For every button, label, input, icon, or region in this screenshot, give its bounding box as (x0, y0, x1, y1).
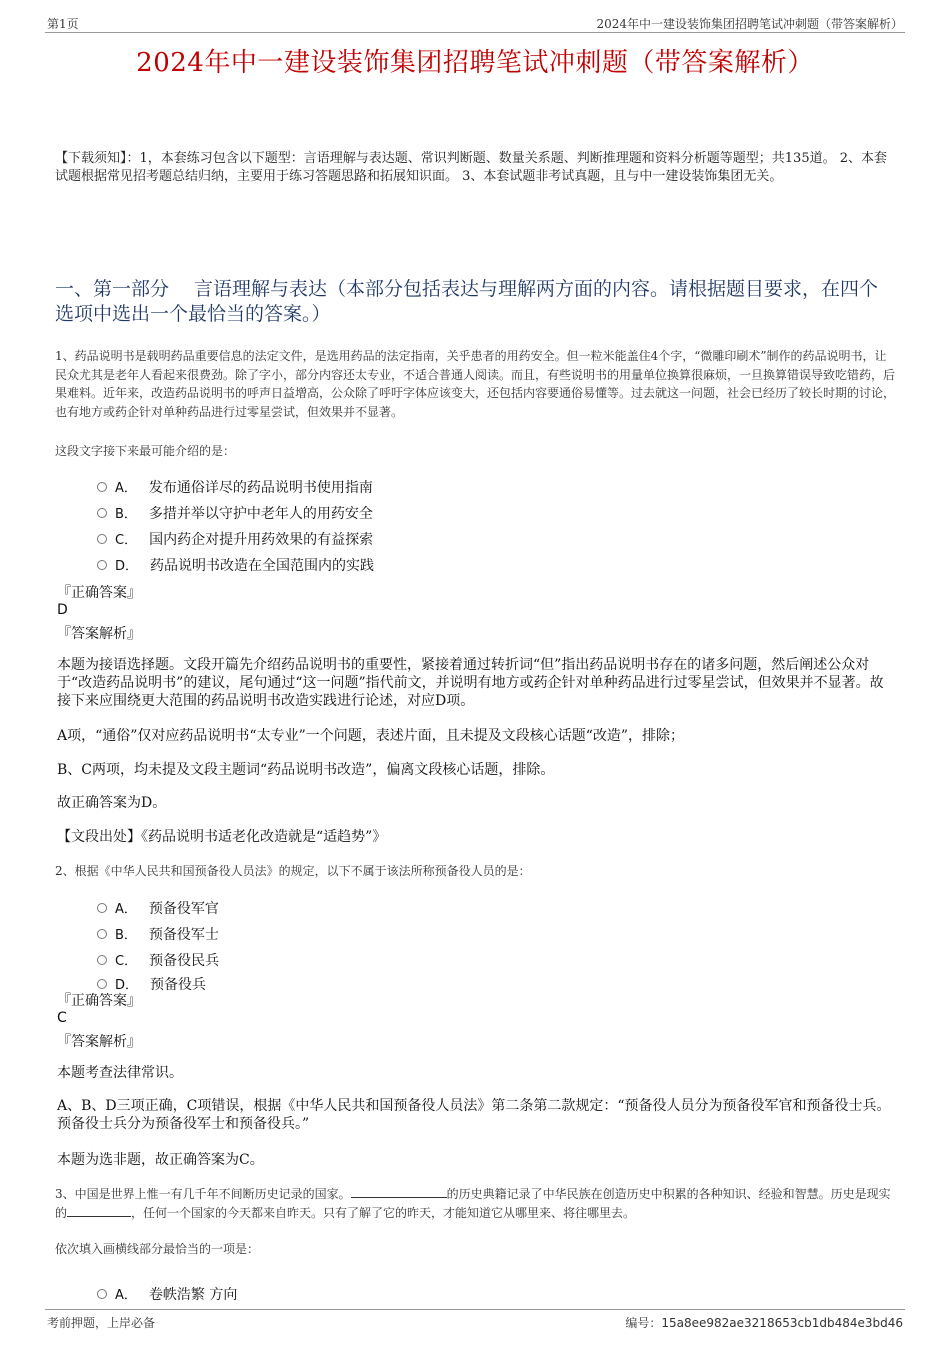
question-1-analysis-4: 故正确答案为D。 (57, 795, 167, 811)
question-2-option-a[interactable]: A． 预备役军官 (97, 898, 219, 918)
radio-icon[interactable] (97, 482, 107, 492)
radio-icon[interactable] (97, 929, 107, 939)
section-title: 一、第一部分 言语理解与表达（本部分包括表达与理解两方面的内容。请根据题目要求，在四个选项中选出一个最恰当的答案。） (55, 278, 879, 325)
question-2-answer: C (57, 1010, 67, 1026)
question-2-option-c[interactable]: C． 预备役民兵 (97, 950, 219, 970)
question-2-analysis-2: A、B、D三项正确，C项错误，根据《中华人民共和国预备役人员法》第二条第二款规定：“预备役人员分为预备役军官和预备役士兵。预备役士兵分为预备役军士和预备役兵。” (57, 1098, 891, 1132)
question-2-option-b[interactable]: B． 预备役军士 (97, 924, 219, 944)
correct-answer-label: 『正确答案』 (57, 993, 141, 1009)
question-3-option-a[interactable]: A． 卷帙浩繁 方向 (97, 1284, 237, 1304)
question-2-text: 2、根据《中华人民共和国预备役人员法》的规定，以下不属于该法所称预备役人员的是： (55, 864, 531, 878)
question-1-option-a[interactable]: A． 发布通俗详尽的药品说明书使用指南 (97, 477, 373, 497)
question-3-prompt: 依次填入画横线部分最恰当的一项是： (55, 1242, 260, 1256)
radio-icon[interactable] (97, 903, 107, 913)
footer-slogan: 考前押题，上岸必备 (47, 1316, 156, 1330)
question-2-option-d[interactable]: D． 预备役兵 (97, 974, 206, 994)
radio-icon[interactable] (97, 979, 107, 989)
document-title: 2024年中一建设装饰集团招聘笔试冲刺题（带答案解析） (136, 48, 814, 78)
correct-answer-label: 『正确答案』 (57, 585, 141, 601)
analysis-label: 『答案解析』 (57, 1034, 141, 1050)
footer-code: 编号：15a8ee982ae3218653cb1db484e3bd46 (625, 1316, 903, 1330)
radio-icon[interactable] (97, 508, 107, 518)
question-1-prompt: 这段文字接下来最可能介绍的是： (55, 444, 236, 458)
header-doc-title: 2024年中一建设装饰集团招聘笔试冲刺题（带答案解析） (596, 17, 903, 31)
question-1-option-c[interactable]: C． 国内药企对提升用药效果的有益探索 (97, 529, 373, 549)
question-1-analysis-1: 本题为接语选择题。文段开篇先介绍药品说明书的重要性，紧接着通过转折词“但”指出药品说明书存在的诸多问题，然后阐述公众对于“改造药品说明书”的建议，尾句通过“这一问题”指代前文，并说明有地方或药企针对单种药品进行过零星尝试，但效果并不显著。故接下来应围绕更大范围的药品说明书改造实践进行论述，对应D项。 (57, 657, 884, 709)
question-3-text: 3、中国是世界上惟一有几千年不间断历史记录的国家。 的历史典籍记录了中华民族在创造历史中积累的各种知识、经验和智慧。历史是现实的 ，任何一个国家的今天都来自昨天。只有了解了它的昨天，才能知道它从哪里来、将往哪里去。 (55, 1187, 891, 1220)
radio-icon[interactable] (97, 955, 107, 965)
question-1-text: 1、药品说明书是载明药品重要信息的法定文件，是选用药品的法定指南，关乎患者的用药安全。但一粒米能盖住4个字，“微雕印刷术”制作的药品说明书，让民众尤其是老年人看起来很费劲。除了字小，部分内容还太专业，不适合普通人阅读。而且，有些说明书的用量单位换算很麻烦，一旦换算错误导致吃错药，后果难料。近年来，改造药品说明书的呼声日益增高，公众除了呼吁字体应该变大，还包括内容要通俗易懂等。过去就这一问题，社会已经历了较长时期的讨论，也有地方或药企针对单种药品进行过零星尝试，但效果并不显著。 (55, 349, 896, 419)
question-2-analysis-3: 本题为选非题，故正确答案为C。 (57, 1152, 264, 1168)
radio-icon[interactable] (97, 1289, 107, 1299)
radio-icon[interactable] (97, 560, 107, 570)
question-1-option-b[interactable]: B． 多措并举以守护中老年人的用药安全 (97, 503, 373, 523)
page-footer (45, 1309, 905, 1330)
fill-blank-2 (67, 1204, 131, 1217)
fill-blank-1 (351, 1185, 447, 1198)
question-1-analysis-3: B、C两项，均未提及文段主题词“药品说明书改造”，偏离文段核心话题，排除。 (57, 762, 555, 778)
radio-icon[interactable] (97, 534, 107, 544)
page-header (45, 12, 905, 33)
question-1-analysis-2: A项，“通俗”仅对应药品说明书“太专业”一个问题，表述片面，且未提及文段核心话题“改造”，排除； (57, 728, 685, 744)
question-1-source: 【文段出处】《药品说明书适老化改造就是“适趋势”》 (57, 829, 387, 845)
page-number: 第1页 (47, 17, 79, 31)
analysis-label: 『答案解析』 (57, 626, 141, 642)
question-2-analysis-1: 本题考查法律常识。 (57, 1065, 183, 1081)
question-1-option-d[interactable]: D． 药品说明书改造在全国范围内的实践 (97, 555, 374, 575)
download-notice: 【下载须知】：1，本套练习包含以下题型：言语理解与表达题、常识判断题、数量关系题、判断推理题和资料分析题等题型；共135道。 2、本套试题根据常见招考题总结归纳，主要用于练习答题思路和拓展知识面。 3、本套试题非考试真题，且与中一建设装饰集团无关。 (55, 151, 887, 184)
question-1-answer: D (57, 602, 68, 618)
